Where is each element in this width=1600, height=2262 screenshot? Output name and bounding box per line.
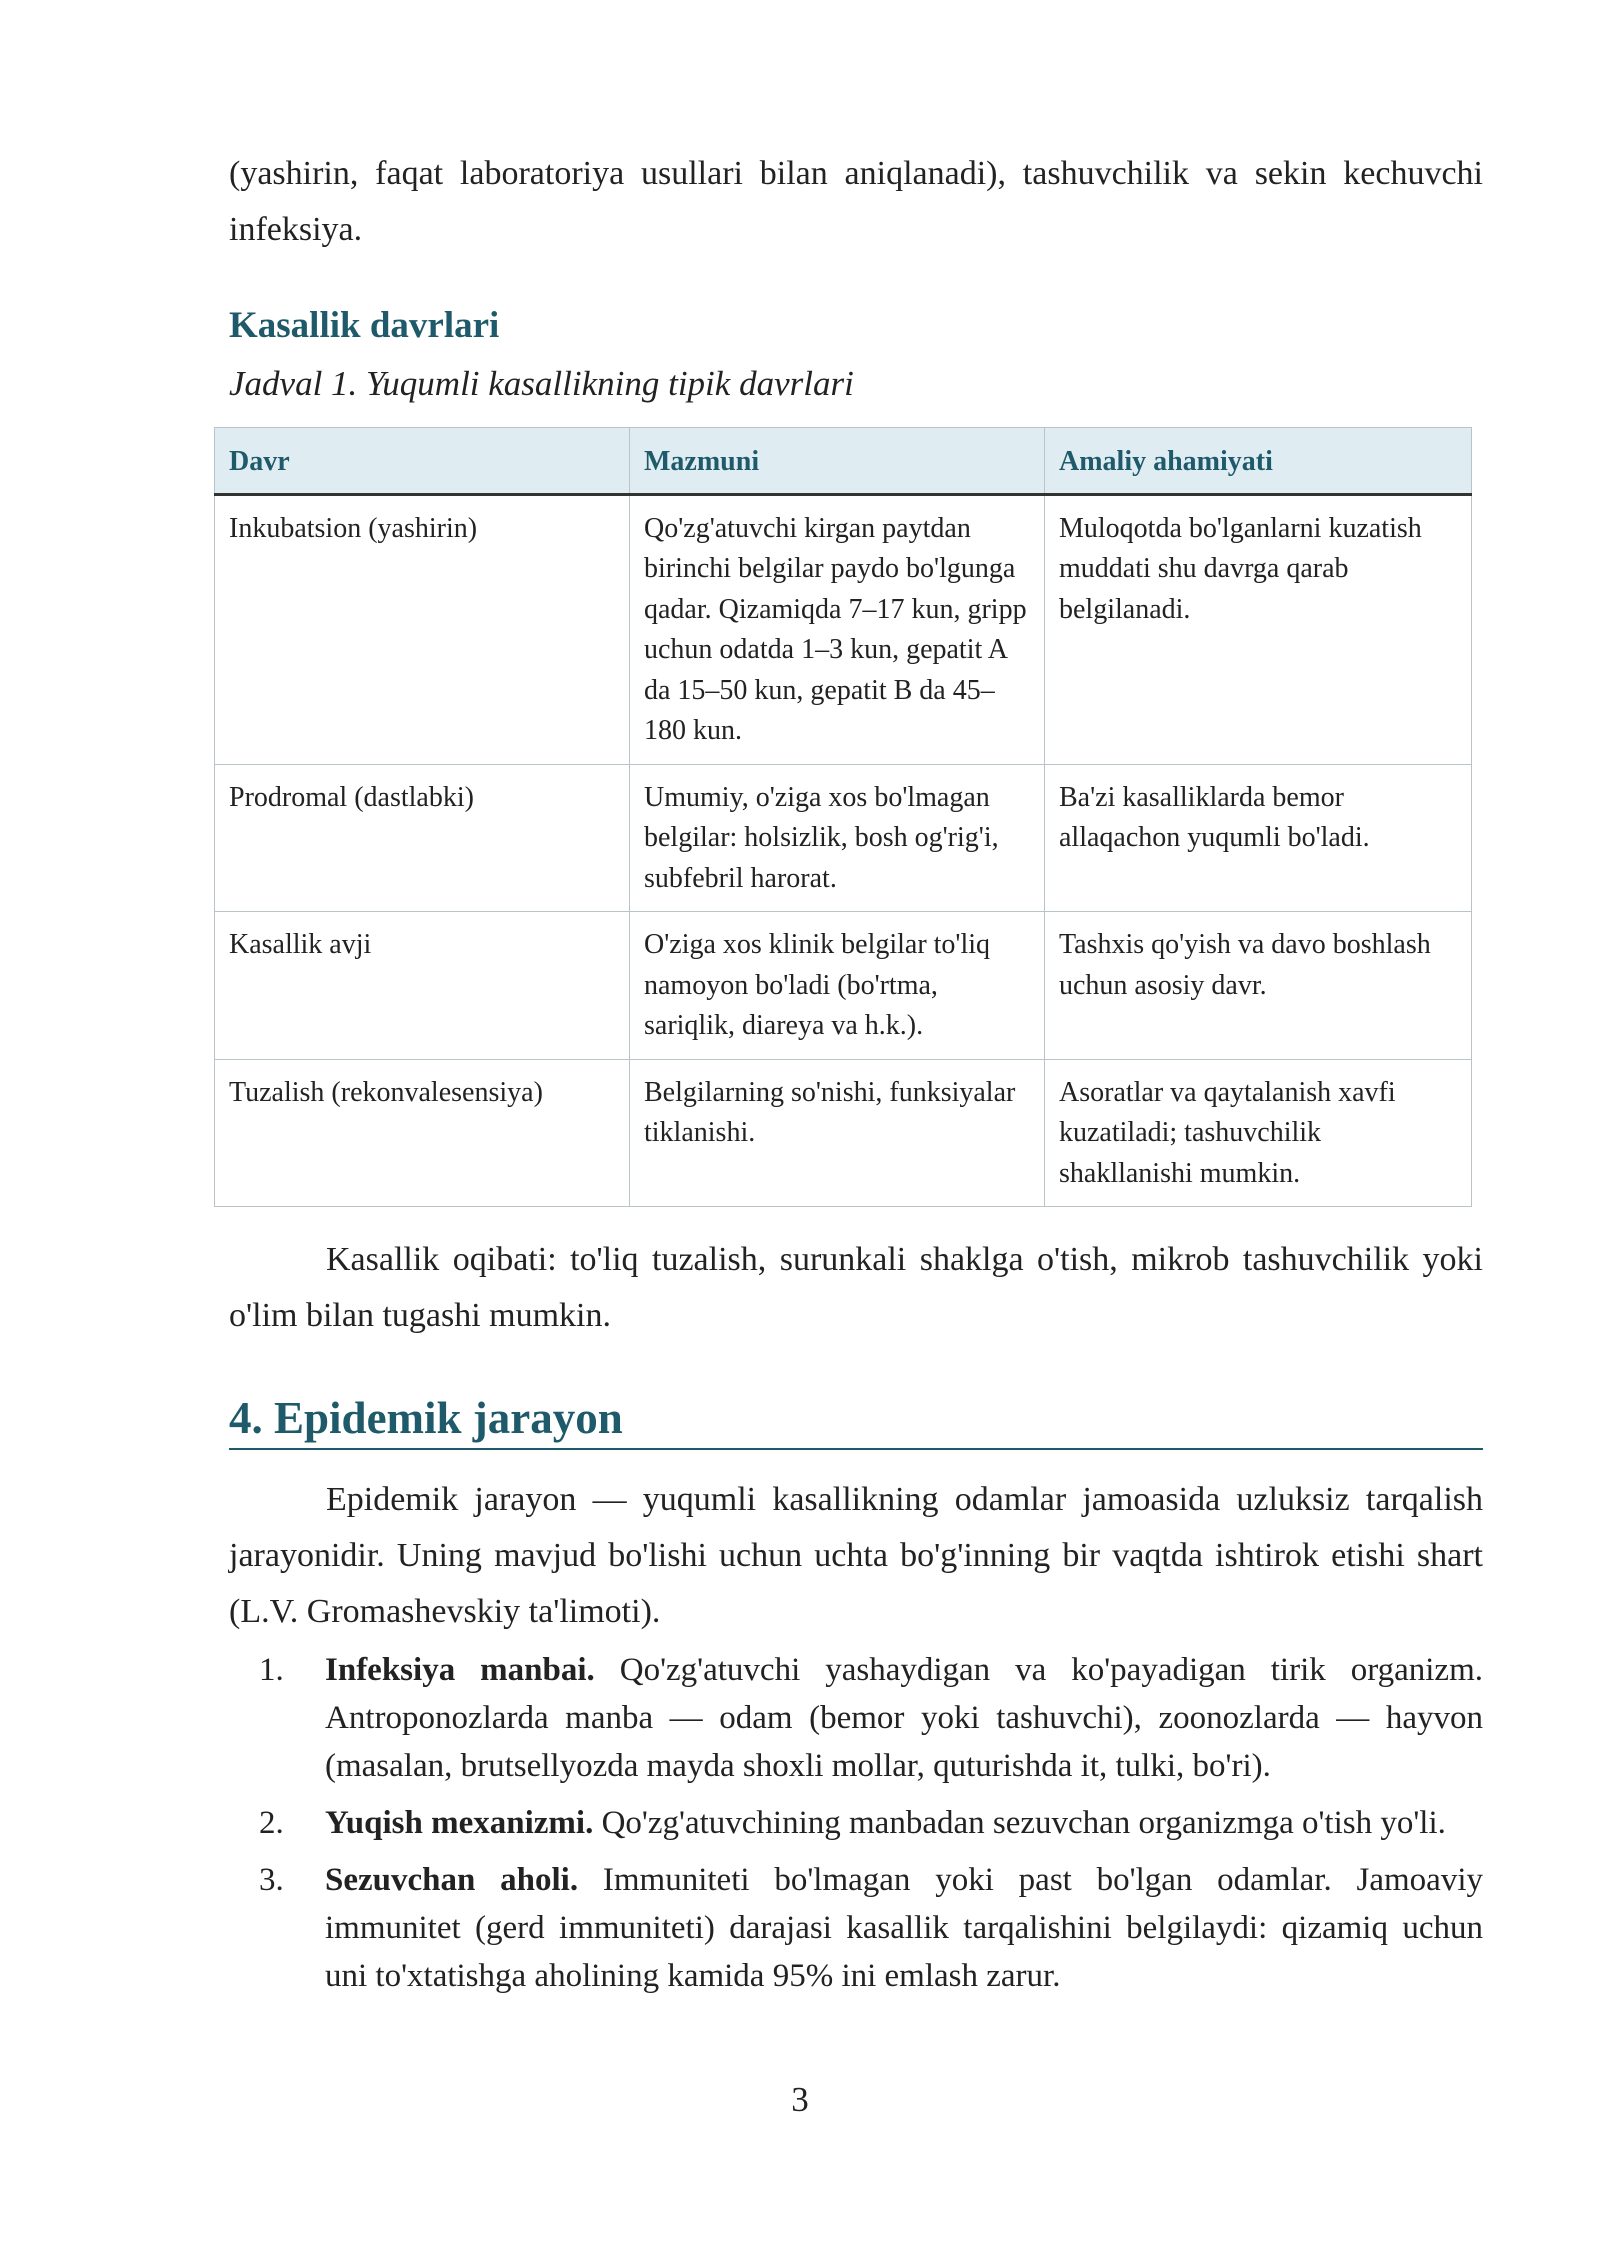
list-item-number: 2.	[259, 1805, 284, 1841]
table-caption: Jadval 1. Yuqumli kasallikning tipik davrlari	[229, 364, 854, 403]
table-cell: Belgilarning so'nishi, funksiyalar tiklanishi.	[630, 1059, 1045, 1207]
list-item-body: Qo'zg'atuvchining manbadan sezuvchan organizmga o'tish yo'li.	[593, 1805, 1446, 1841]
epidemic-links-list	[229, 1646, 1483, 2000]
list-item-text	[325, 1646, 1483, 1790]
list-item-text	[325, 1799, 1483, 1847]
list-item-text	[325, 1856, 1483, 2000]
table-header-row	[215, 428, 1472, 495]
table-cell: O'ziga xos klinik belgilar to'liq namoyon bo'ladi (bo'rtma, sariqlik, diareya va h.k.).	[630, 912, 1045, 1060]
list-item-lead: Yuqish mexanizmi.	[325, 1805, 594, 1841]
table-cell: Tashxis qo'yish va davo boshlash uchun asosiy davr.	[1045, 912, 1472, 1060]
table-cell: Ba'zi kasalliklarda bemor allaqachon yuqumli bo'ladi.	[1045, 764, 1472, 912]
table-row	[215, 1059, 1472, 1207]
list-item	[229, 1856, 1483, 2000]
list-item-lead: Infeksiya manbai.	[325, 1652, 595, 1688]
table-cell: Tuzalish (rekonvalesensiya)	[215, 1059, 630, 1207]
header-amaliy-ahamiyati: Amaliy ahamiyati	[1045, 428, 1472, 495]
table-cell: Asoratlar va qaytalanish xavfi kuzatiladi; tashuvchilik shakllanishi mumkin.	[1045, 1059, 1472, 1207]
intro-paragraph: (yashirin, faqat laboratoriya usullari bilan aniqlanadi), tashuvchilik va sekin kechuvchi infeksiya.	[229, 155, 1483, 248]
list-item	[229, 1646, 1483, 1790]
list-item-body: Qo'zg'atuvchi yashaydigan va ko'payadigan tirik organizm. Antroponozlarda manba — odam (bemor yoki tashuvchi), zoonozlarda — hayvon (masalan, brutsellyozda mayda shoxli mollar, quturishda it, tulki, bo'ri).	[325, 1652, 1483, 1784]
table-cell: Inkubatsion (yashirin)	[215, 494, 630, 764]
table-row	[215, 494, 1472, 764]
section-heading-periods: Kasallik davrlari	[229, 305, 500, 346]
periods-table	[214, 427, 1472, 1207]
table-cell: Prodromal (dastlabki)	[215, 764, 630, 912]
list-item-number: 1.	[259, 1652, 284, 1688]
table-row	[215, 764, 1472, 912]
table-row	[215, 912, 1472, 1060]
list-item-body: Immuniteti bo'lmagan yoki past bo'lgan odamlar. Jamoaviy immunitet (gerd immuniteti) darajasi kasallik tarqalishini belgilaydi: qizamiq uchun uni to'xtatishga aholining kamida 95% ini emlash zarur.	[325, 1862, 1483, 1994]
table-cell: Umumiy, o'ziga xos bo'lmagan belgilar: holsizlik, bosh og'rig'i, subfebril harorat.	[630, 764, 1045, 912]
list-item-lead: Sezuvchan aholi.	[325, 1862, 579, 1898]
table-cell: Qo'zg'atuvchi kirgan paytdan birinchi belgilar paydo bo'lgunga qadar. Qizamiqda 7–17 kun, gripp uchun odatda 1–3 kun, gepatit A da 15–50 kun, gepatit B da 45–180 kun.	[630, 494, 1045, 764]
epidemic-paragraph: Epidemik jarayon — yuqumli kasallikning odamlar jamoasida uzluksiz tarqalish jarayonidir. Uning mavjud bo'lishi uchun uchta bo'g'inning bir vaqtda ishtirok etishi shart (L.V. Gromashevskiy ta'limoti).	[229, 1481, 1483, 1630]
outcome-paragraph: Kasallik oqibati: to'liq tuzalish, surunkali shaklga o'tish, mikrob tashuvchilik yoki o'lim bilan tugashi mumkin.	[229, 1241, 1483, 1334]
table-cell: Kasallik avji	[215, 912, 630, 1060]
list-item	[229, 1799, 1483, 1847]
list-item-number: 3.	[259, 1862, 284, 1898]
section-heading-epidemic: 4. Epidemik jarayon	[229, 1390, 1483, 1450]
header-davr: Davr	[215, 428, 630, 495]
page-number: 3	[791, 2080, 809, 2119]
header-mazmuni: Mazmuni	[630, 428, 1045, 495]
table-cell: Muloqotda bo'lganlarni kuzatish muddati shu davrga qarab belgilanadi.	[1045, 494, 1472, 764]
